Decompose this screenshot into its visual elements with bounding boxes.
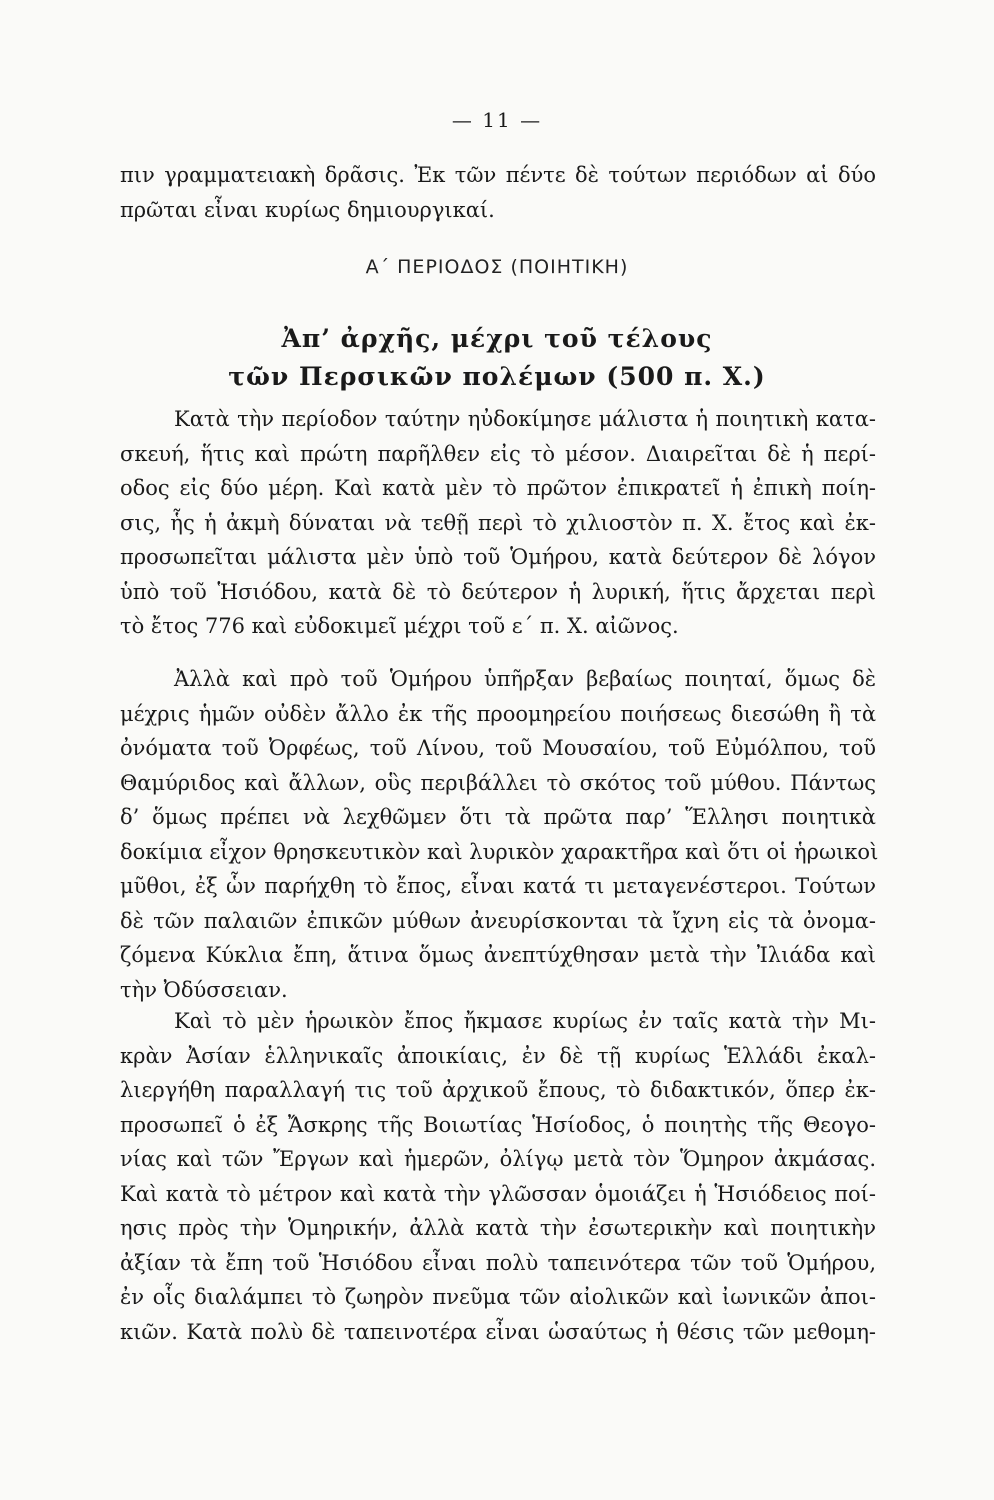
text-line: μέχρις ἡμῶν οὐδὲν ἄλλο ἐκ τῆς προομηρείου ποιήσεως διεσώθη ἢ τὰ [120,701,876,726]
text-line: νίας καὶ τῶν Ἔργων καὶ ἡμερῶν, ὀλίγῳ μετὰ τὸν Ὅμηρον ἀκμάσας. [120,1147,876,1171]
text-line: Θαμύριδος καὶ ἄλλων, οὓς περιβάλλει τὸ σκότος τοῦ μύθου. Πάντως [120,770,876,795]
text-line: δ’ ὅμως πρέπει νὰ λεχθῶμεν ὅτι τὰ πρῶτα παρ’ Ἕλλησι ποιητικὰ [120,805,876,829]
text-line: ησις πρὸς τὴν Ὁμηρικήν, ἀλλὰ κατὰ τὴν ἐσωτερικὴν καὶ ποιητικὴν [120,1216,876,1240]
section-heading: Α΄ ΠΕΡΙΟΔΟΣ (ΠΟΙΗΤΙΚΗ) [365,256,629,278]
text-line: ὀνόματα τοῦ Ὀρφέως, τοῦ Λίνου, τοῦ Μουσαίου, τοῦ Εὐμόλπου, τοῦ [120,736,876,760]
paragraph-2 [120,662,879,1007]
text-line: ἐν οἷς διαλάμπει τὸ ζωηρὸν πνεῦμα τῶν αἰολικῶν καὶ ἰωνικῶν ἀποι- [120,1285,876,1309]
text-line: πιν γραμματειακὴ δρᾶσις. Ἐκ τῶν πέντε δὲ τούτων περιόδων αἱ δύο [120,163,876,187]
text-line: οδος εἰς δύο μέρη. Καὶ κατὰ μὲν τὸ πρῶτον ἐπικρατεῖ ἡ ἐπικὴ ποίη- [120,476,876,500]
page-number: — 11 — [451,108,543,132]
section-subtitle-line1: Ἀπ’ ἀρχῆς, μέχρι τοῦ τέλους [281,324,713,353]
text-line: λιεργήθη παραλλαγή τις τοῦ ἀρχικοῦ ἔπους, τὸ διδακτικόν, ὅπερ ἐκ- [120,1078,876,1102]
text-line: ζόμενα Κύκλια ἔπη, ἅτινα ὅμως ἀνεπτύχθησαν μετὰ τὴν Ἰλιάδα καὶ [120,943,876,967]
text-line: τὴν Ὀδύσσειαν. [120,977,288,1002]
text-line: Κατὰ τὴν περίοδον ταύτην ηὐδοκίμησε μάλιστα ἡ ποιητικὴ κατα- [174,407,876,431]
text-line: κρὰν Ἀσίαν ἑλληνικαῖς ἀποικίαις, ἐν δὲ τῇ κυρίως Ἑλλάδι ἐκαλ- [120,1043,876,1068]
section-subtitle-line2: τῶν Περσικῶν πολέμων (500 π. Χ.) [228,362,766,391]
text-line: ἀξίαν τὰ ἔπη τοῦ Ἡσιόδου εἶναι πολὺ ταπεινότερα τῶν τοῦ Ὁμήρου, [120,1250,876,1275]
text-line: σκευή, ἥτις καὶ πρώτη παρῆλθεν εἰς τὸ μέσον. Διαιρεῖται δὲ ἡ περί- [120,441,876,466]
text-line: Ἀλλὰ καὶ πρὸ τοῦ Ὁμήρου ὑπῆρξαν βεβαίως ποιηταί, ὅμως δὲ [174,667,876,691]
text-line: πρῶται εἶναι κυρίως δημιουργικαί. [120,197,495,222]
paragraph-3 [120,1004,876,1349]
intro-paragraph [120,158,876,227]
text-line: δὲ τῶν παλαιῶν ἐπικῶν μύθων ἀνευρίσκονται τὰ ἴχνη εἰς τὰ ὀνομα- [120,908,876,933]
text-line: Καὶ τὸ μὲν ἡρωικὸν ἔπος ἤκμασε κυρίως ἐν ταῖς κατὰ τὴν Μι- [174,1009,876,1033]
text-line: τὸ ἔτος 776 καὶ εὐδοκιμεῖ μέχρι τοῦ ε΄ π. Χ. αἰῶνος. [120,614,679,638]
text-line: δοκίμια εἶχον θρησκευτικὸν καὶ λυρικὸν χαρακτῆρα καὶ ὅτι οἱ ἡρωικοὶ [120,839,879,864]
text-line: προσωπεῖ ὁ ἐξ Ἄσκρης τῆς Βοιωτίας Ἡσίοδος, ὁ ποιητὴς τῆς Θεογο- [120,1112,876,1137]
text-line: Καὶ κατὰ τὸ μέτρον καὶ κατὰ τὴν γλῶσσαν ὁμοιάζει ἡ Ἡσιόδειος ποί- [120,1181,876,1206]
text-line: ὑπὸ τοῦ Ἡσιόδου, κατὰ δὲ τὸ δεύτερον ἡ λυρική, ἥτις ἄρχεται περὶ [120,579,876,604]
text-line: σις, ἧς ἡ ἀκμὴ δύναται νὰ τεθῇ περὶ τὸ χιλιοστὸν π. Χ. ἔτος καὶ ἐκ- [120,510,876,535]
text-line: προσωπεῖται μάλιστα μὲν ὑπὸ τοῦ Ὁμήρου, κατὰ δεύτερον δὲ λόγον [120,545,876,569]
paragraph-1 [120,402,876,644]
text-line: μῦθοι, ἐξ ὧν παρήχθη τὸ ἔπος, εἶναι κατά τι μεταγενέστεροι. Τούτων [120,874,876,898]
text-line: κιῶν. Κατὰ πολὺ δὲ ταπεινοτέρα εἶναι ὡσαύτως ἡ θέσις τῶν μεθομη- [120,1319,876,1344]
